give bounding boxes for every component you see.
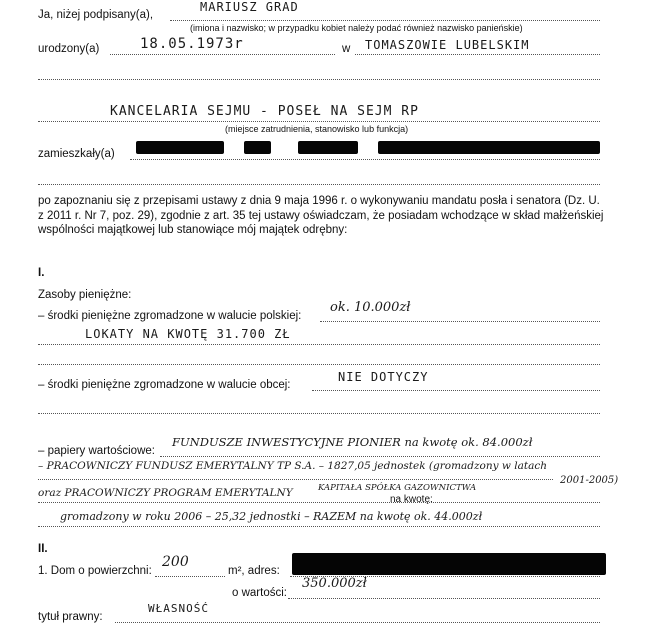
redaction-bar (292, 553, 606, 575)
dotted-line (38, 184, 600, 185)
title-label: tytuł prawny: (38, 611, 103, 623)
house-area-handwritten: 200 (162, 554, 189, 570)
securities-amount-label: na kwotę: (390, 494, 433, 505)
employer-handwritten: KANCELARIA SEJMU - POSEŁ NA SEJM RP (110, 104, 419, 119)
born-in-label: w (342, 43, 351, 55)
dotted-line (38, 502, 600, 503)
dotted-line (355, 54, 600, 55)
securities-pension-handwritten: – PRACOWNICZY FUNDUSZ EMERYTALNY TP S.A. – 1827,05 jednostek (gromadzony w latach (38, 460, 547, 472)
dotted-line (170, 20, 600, 21)
foreign-value-handwritten: NIE DOTYCZY (338, 370, 429, 384)
declarant-label: Ja, niżej podpisany(a), (38, 9, 154, 21)
dotted-line (38, 79, 600, 80)
dotted-line (288, 598, 600, 599)
dotted-line (130, 159, 600, 160)
redaction-bar (378, 141, 600, 154)
dotted-line (38, 344, 600, 345)
securities-fund-handwritten: FUNDUSZE INWESTYCYJNE PIONIER na kwotę ok. 84.000zł (172, 435, 533, 449)
employer-hint: (miejsce zatrudnienia, stanowisko lub funkcja) (225, 124, 409, 134)
redaction-bar (244, 141, 271, 154)
value-handwritten: 350.000zł (302, 576, 367, 591)
securities-program-company-handwritten: KAPITAŁA SPÓŁKA GAZOWNICTWA (318, 483, 477, 493)
title-handwritten: WŁASNOŚĆ (148, 602, 209, 615)
dotted-line (155, 576, 225, 577)
dotted-line (312, 390, 600, 391)
section-1-title: Zasoby pieniężne: (38, 289, 132, 301)
name-hint: (imiona i nazwisko; w przypadku kobiet należy podać również nazwisko panieńskie) (190, 23, 523, 33)
foreign-label: – środki pieniężne zgromadzone w walucie obcej: (38, 379, 291, 391)
pln-label: – środki pieniężne zgromadzone w walucie polskiej: (38, 310, 302, 322)
pln-value-handwritten: ok. 10.000zł (330, 300, 411, 315)
securities-total-handwritten: gromadzony w roku 2006 – 25,32 jednostki – RAZEM na kwotę ok. 44.000zł (60, 510, 483, 523)
securities-program-handwritten: oraz PRACOWNICZY PROGRAM EMERYTALNY (38, 487, 293, 499)
intro-paragraph: po zapoznaniu się z przepisami ustawy z dnia 9 maja 1996 r. o wykonywaniu mandatu posła i senatora (Dz. U. z 2011 r. Nr 7, poz. 29), zgodnie z art. 35 tej ustawy oświadczam, że posiadam wchodzące w skład małżeńskiej wspólności majątkowej lub stanowiące mój majątek odrębny: (38, 195, 604, 236)
redaction-bar (136, 141, 224, 154)
dotted-line (115, 622, 600, 623)
dotted-line (38, 121, 600, 122)
house-unit-label: m², adres: (228, 565, 280, 577)
securities-label: – papiery wartościowe: (38, 445, 155, 457)
dotted-line (320, 321, 600, 322)
house-label: 1. Dom o powierzchni: (38, 565, 152, 577)
dotted-line (38, 479, 553, 480)
dotted-line (38, 364, 600, 365)
dotted-line (38, 413, 600, 414)
redaction-bar (298, 141, 358, 154)
dotted-line (160, 456, 600, 457)
born-label: urodzony(a) (38, 43, 100, 55)
residence-label: zamieszkały(a) (38, 148, 115, 160)
born-date-handwritten: 18.05.1973r (140, 36, 244, 52)
declarant-name-handwritten: MARIUSZ GRAD (200, 0, 299, 14)
value-label: o wartości: (232, 587, 287, 599)
section-1-heading: I. (38, 267, 45, 279)
dotted-line (38, 526, 600, 527)
dotted-line (110, 54, 335, 55)
pln-deposit-handwritten: LOKATY NA KWOTĘ 31.700 ZŁ (85, 327, 291, 341)
section-2-heading: II. (38, 543, 48, 555)
securities-pension-years-handwritten: 2001-2005) (560, 475, 619, 486)
born-place-handwritten: TOMASZOWIE LUBELSKIM (365, 38, 530, 52)
